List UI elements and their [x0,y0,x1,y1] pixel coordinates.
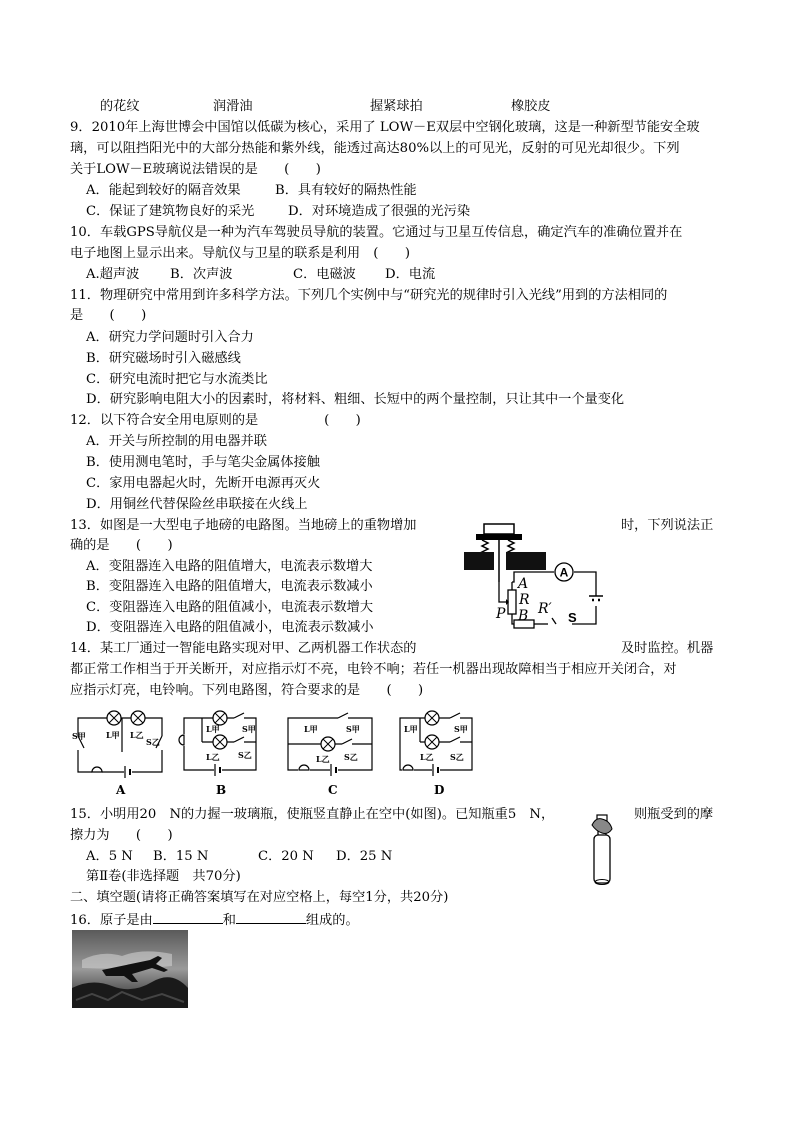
label-l-yi-b: L乙 [206,752,220,762]
caption-a: 的花纹 [100,99,140,114]
q10-option-a[interactable]: A.超声波 [86,267,140,282]
bell-c [299,765,309,770]
bell-d [403,765,413,770]
q16-blank-2[interactable] [236,911,306,924]
q16-text-1: 16．原子是由 [70,913,153,928]
ammeter-label: A [559,565,569,580]
label-l-yi-d: L乙 [420,752,434,762]
circuit-diagram-b[interactable] [176,708,276,798]
airplane-photo [72,930,188,1008]
label-p: P [496,606,506,622]
q9-stem-line3: 关于LOW－E玻璃说法错误的是 ( ) [70,162,321,177]
q10-stem-line1: 10．车载GPS导航仪是一种为汽车驾驶员导航的装置。它通过与卫星互传信息，确定汽车的准确位置并在 [70,225,683,240]
diagram-label-c: C [328,783,338,797]
caption-d: 橡胶皮 [511,99,551,114]
weighbridge-circuit-figure [462,520,612,635]
caption-b: 润滑油 [213,99,253,114]
label-s-yi-d: S乙 [450,752,464,762]
label-a: A [518,576,529,592]
switch-s-lever [552,618,556,624]
section-2-heading: 二、填空题(请将正确答案填写在对应空格上，每空1分，共20分) [70,890,449,905]
q13-option-b[interactable]: B．变阻器连入电路的阻值增大，电流表示数减小 [86,579,373,594]
q9-stem-line1: 9．2010年上海世博会中国馆以低碳为核心，采用了 LOW－E双层中空钢化玻璃，这是一种新型节能安全玻 [70,120,700,135]
q10-option-d[interactable]: D．电流 [385,267,436,282]
circuit-diagram-c[interactable] [282,708,382,798]
question-16 [70,911,359,929]
q9-option-c[interactable]: C．保证了建筑物良好的采光 [86,204,255,219]
q12-option-b[interactable]: B．使用测电笔时，手与笔尖金属体接触 [86,455,320,470]
weight-load [484,524,514,534]
q13-option-a[interactable]: A．变阻器连入电路的阻值增大，电流表示数增大 [86,559,373,574]
label-s-yi-b: S乙 [238,750,252,760]
label-s-yi-c: S乙 [344,752,358,762]
hand-grip [592,819,612,834]
q12-option-d[interactable]: D．用铜丝代替保险丝串联接在火线上 [86,497,308,512]
q15-option-a[interactable]: A．5 N [86,849,133,864]
q13-option-d[interactable]: D．变阻器连入电路的阻值减小，电流表示数减小 [86,620,374,635]
circuit-diagram-d[interactable] [394,708,494,798]
q11-option-d[interactable]: D．研究影响电阻大小的因素时，将材料、粗细、长短中的两个量控制，只让其中一个量变化 [86,392,625,407]
q13-stem-line1: 13．如图是一大型电子地磅的电路图。当地磅上的重物增加 [70,518,417,533]
q15-stem-line1-end: 则瓶受到的摩 [634,807,714,822]
label-l-jia-c: L甲 [304,724,318,734]
q10-option-c[interactable]: C．电磁波 [293,267,356,282]
glass-bottle-figure [586,805,618,887]
q10-option-b[interactable]: B．次声波 [170,267,233,282]
label-s-jia-b: S甲 [242,724,256,734]
ground-right [506,552,546,570]
q16-text-3: 组成的。 [305,913,359,928]
q9-option-a[interactable]: A．能起到较好的隔音效果 [86,183,241,198]
diagram-label-b: B [216,783,227,797]
q11-option-a[interactable]: A．研究力学问题时引入合力 [86,330,254,345]
q11-stem-line2: 是 ( ) [70,308,147,323]
label-s-jia-d: S甲 [454,724,468,734]
q14-stem-line3: 应指示灯亮，电铃响。下列电路图，符合要求的是 ( ) [70,683,424,698]
q11-option-c[interactable]: C．研究电流时把它与水流类比 [86,372,268,387]
q16-text-2: 和 [222,913,236,928]
q15-stem-line2: 擦力为 ( ) [70,828,173,843]
rheostat-r [508,590,516,614]
label-s: S [568,610,577,625]
q15-option-c[interactable]: C．20 N [258,849,314,864]
q15-stem-line1: 15．小明用20 N的力握一玻璃瓶，使瓶竖直静止在空中(如图)。已知瓶重5 N， [70,807,555,822]
ground-left [464,552,494,570]
q10-stem-line2: 电子地图上显示出来。导航仪与卫星的联系是利用 ( ) [70,246,410,261]
q13-option-c[interactable]: C．变阻器连入电路的阻值减小，电流表示数增大 [86,600,374,615]
bell-a [92,767,102,772]
label-s-jia-c: S甲 [346,724,360,734]
label-s-jia-a: S甲 [72,731,86,741]
q9-stem-line2: 璃，可以阻挡阳光中的大部分热能和紫外线，能透过高达80%以上的可见光，反射的可见光却很少。下列 [70,141,680,156]
q15-option-d[interactable]: D．25 N [336,849,393,864]
circuit-diagram-a[interactable] [70,708,170,798]
bell-b [179,735,184,745]
label-l-jia-d: L甲 [404,724,418,734]
label-s-yi-a: S乙 [146,737,160,747]
caption-c: 握紧球拍 [370,99,423,114]
bottle-body [594,835,610,883]
label-l-yi-c: L乙 [316,754,330,764]
label-l-jia-a: L甲 [106,730,120,740]
diagram-label-a: A [116,783,126,797]
q16-blank-1[interactable] [153,911,223,924]
q9-option-d[interactable]: D．对环境造成了很强的光污染 [288,204,471,219]
label-r: R [519,592,530,608]
q15-option-b[interactable]: B．15 N [153,849,209,864]
q13-stem-line2: 确的是 ( ) [70,538,173,553]
q12-option-c[interactable]: C．家用电器起火时，先断开电源再灭火 [86,476,321,491]
label-r-prime: R′ [538,601,552,617]
q14-stem-line1-end: 及时监控。机器 [621,641,714,656]
label-l-jia-b: L甲 [206,724,220,734]
q12-option-a[interactable]: A．开关与所控制的用电器并联 [86,434,267,449]
weighbridge-platform [476,534,522,540]
slider-p [499,582,506,602]
label-l-yi-a: L乙 [130,730,144,740]
section-2-title: 第Ⅱ卷(非选择题 共70分) [86,869,241,884]
label-b: B [518,608,529,624]
q14-stem-line2: 都正常工作相当于开关断开，对应指示灯不亮，电铃不响；若任一机器出现故障相当于相应开关闭合，对 [70,662,677,677]
diagram-label-d: D [434,783,445,797]
q11-stem-line1: 11．物理研究中常用到许多科学方法。下列几个实例中与“研究光的规律时引入光线”用到的方法相同的 [70,288,668,303]
q13-stem-line1-end: 时，下列说法正 [621,518,714,533]
q9-option-b[interactable]: B．具有较好的隔热性能 [275,183,417,198]
q11-option-b[interactable]: B．研究磁场时引入磁感线 [86,351,241,366]
q14-stem-line1: 14．某工厂通过一智能电路实现对甲、乙两机器工作状态的 [70,641,417,656]
q12-stem-line1: 12．以下符合安全用电原则的是 ( ) [70,413,361,428]
